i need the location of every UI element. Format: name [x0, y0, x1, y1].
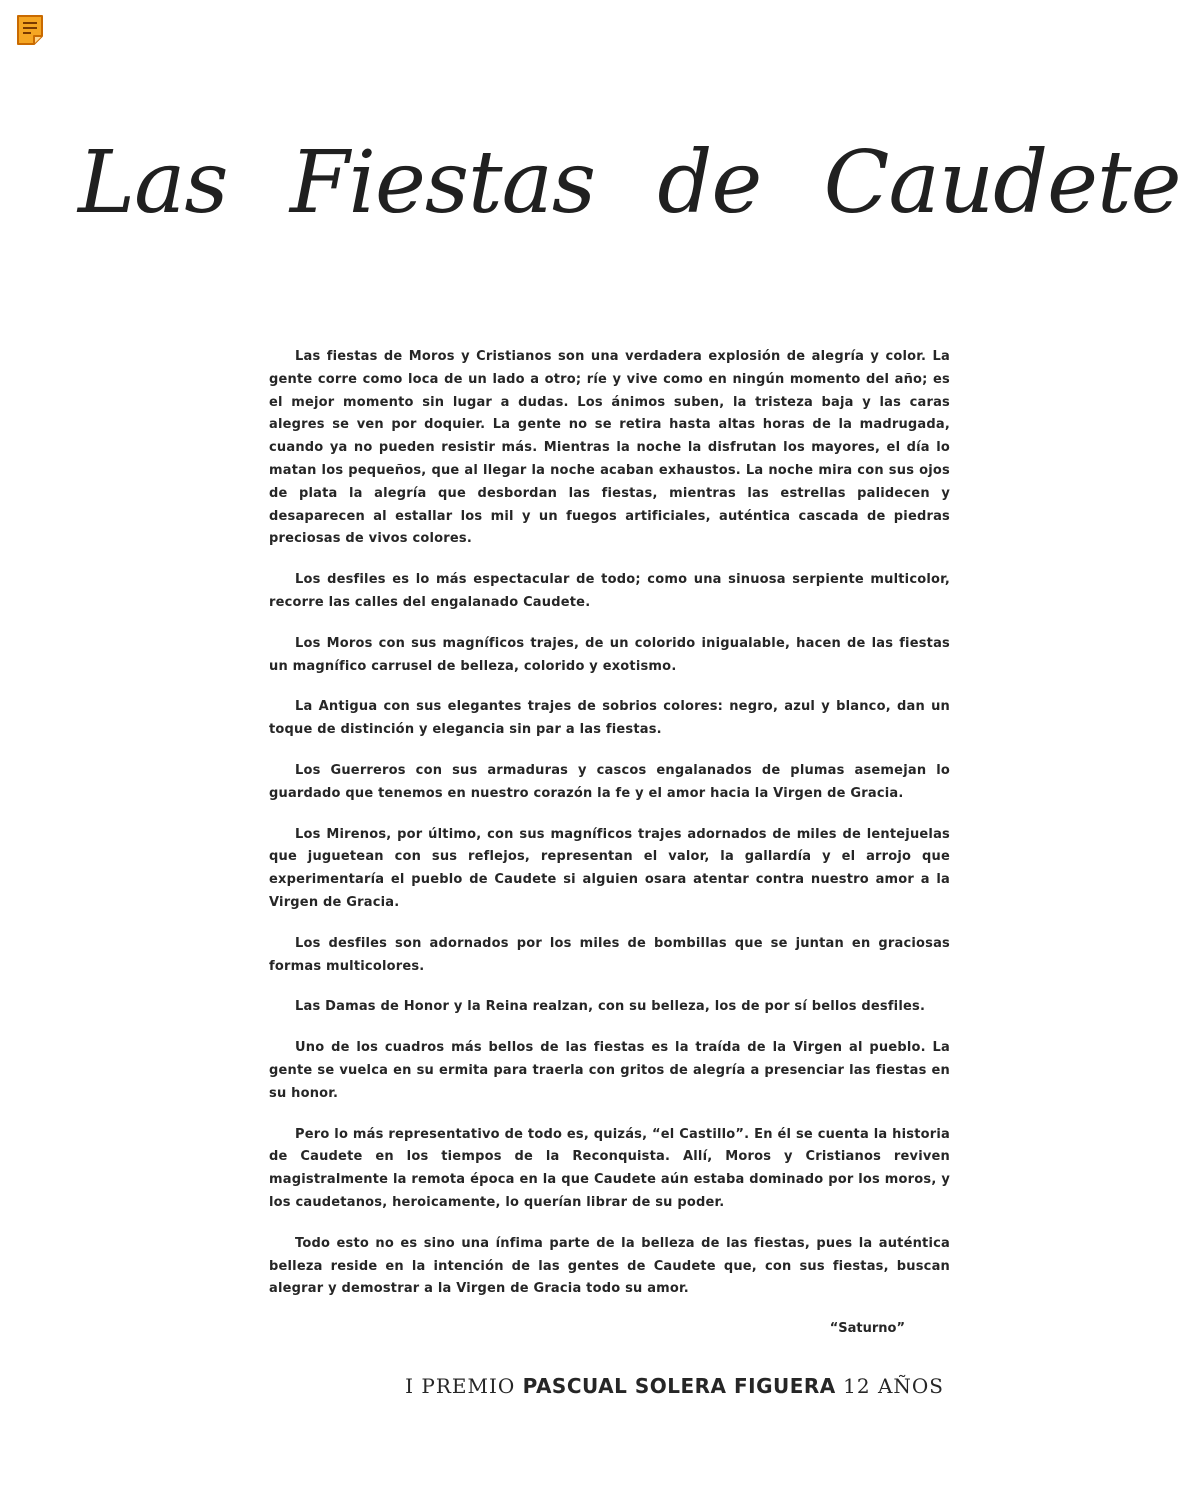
article-paragraph: La Antigua con sus elegantes trajes de sobrios colores: negro, azul y blanco, dan un toque de distinción y elegancia sin par a las fiestas.: [269, 699, 950, 738]
page-title: Las Fiestas de Caudete: [78, 133, 1181, 233]
article-paragraph: Los Moros con sus magníficos trajes, de un colorido inigualable, hacen de las fiestas un magnífico carrusel de belleza, colorido y exotismo.: [269, 635, 950, 674]
note-icon[interactable]: [16, 14, 46, 46]
article-paragraph: Los Mirenos, por último, con sus magníficos trajes adornados de miles de lentejuelas que juguetean con sus reflejos, representan el valor, la gallardía y el arrojo que experimentaría el pueblo de Caudete si alguien osara atentar contra nuestro amor a la Virgen de Gracia.: [269, 826, 950, 910]
article-paragraph: Todo esto no es sino una ínfima parte de la belleza de las fiestas, pues la auténtica belleza reside en la intención de las gentes de Caudete que, con sus fiestas, buscan alegrar y demostrar a la Virgen de Gracia todo su amor.: [269, 1235, 950, 1297]
author-signature: “Saturno”: [829, 1321, 905, 1337]
article-paragraph: Pero lo más representativo de todo es, quizás, “el Castillo”. En él se cuenta la historia de Caudete en los tiempos de la Reconquista. Allí, Moros y Cristianos reviven magistralmente la remota época en la que Caudete aún estaba dominado por los moros, y los caudetanos, heroicamente, lo querían librar de su poder.: [269, 1126, 950, 1210]
article-paragraph: Las fiestas de Moros y Cristianos son una verdadera explosión de alegría y color. La gente corre como loca de un lado a otro; ríe y vive como en ningún momento del año; es el mejor momento sin lugar a dudas. Los ánimos suben, la tristeza baja y las caras alegres se ven por doquier. La gente no se retira hasta altas horas de la madrugada, cuando ya no pueden resistir más. Mientras la noche la disfrutan los mayores, el día lo matan los pequeños, que al llegar la noche acaban exhaustos. La noche mira con sus ojos de plata la alegría que desbordan las fiestas, mientras las estrellas palidecen y desaparecen al estallar los mil y un fuegos artificiales, auténtica cascada de piedras preciosas de vivos colores.: [269, 349, 950, 547]
note-icon-fold: [34, 36, 42, 44]
article-paragraph: Uno de los cuadros más bellos de las fiestas es la traída de la Virgen al pueblo. La gente se vuelca en su ermita para traerla con gritos de alegría a presenciar las fiestas en su honor.: [269, 1040, 950, 1101]
article-paragraph: Los desfiles son adornados por los miles de bombillas que se juntan en graciosas formas multicolores.: [269, 935, 950, 974]
award-caption: [405, 1374, 944, 1398]
note-icon-body: [18, 16, 42, 44]
article-paragraph: Las Damas de Honor y la Reina realzan, con su belleza, los de por sí bellos desfiles.: [295, 999, 926, 1015]
award-name: PASCUAL SOLERA FIGUERA: [522, 1374, 836, 1398]
article-body: [269, 346, 950, 1339]
award-prefix: I PREMIO: [405, 1374, 516, 1398]
article-paragraph: Los Guerreros con sus armaduras y cascos engalanados de plumas asemejan lo guardado que tenemos en nuestro corazón la fe y el amor hacia la Virgen de Gracia.: [269, 762, 950, 801]
award-age: 12 AÑOS: [843, 1374, 944, 1398]
article-paragraph: Los desfiles es lo más espectacular de todo; como una sinuosa serpiente multicolor, recorre las calles del engalanado Caudete.: [269, 572, 950, 610]
